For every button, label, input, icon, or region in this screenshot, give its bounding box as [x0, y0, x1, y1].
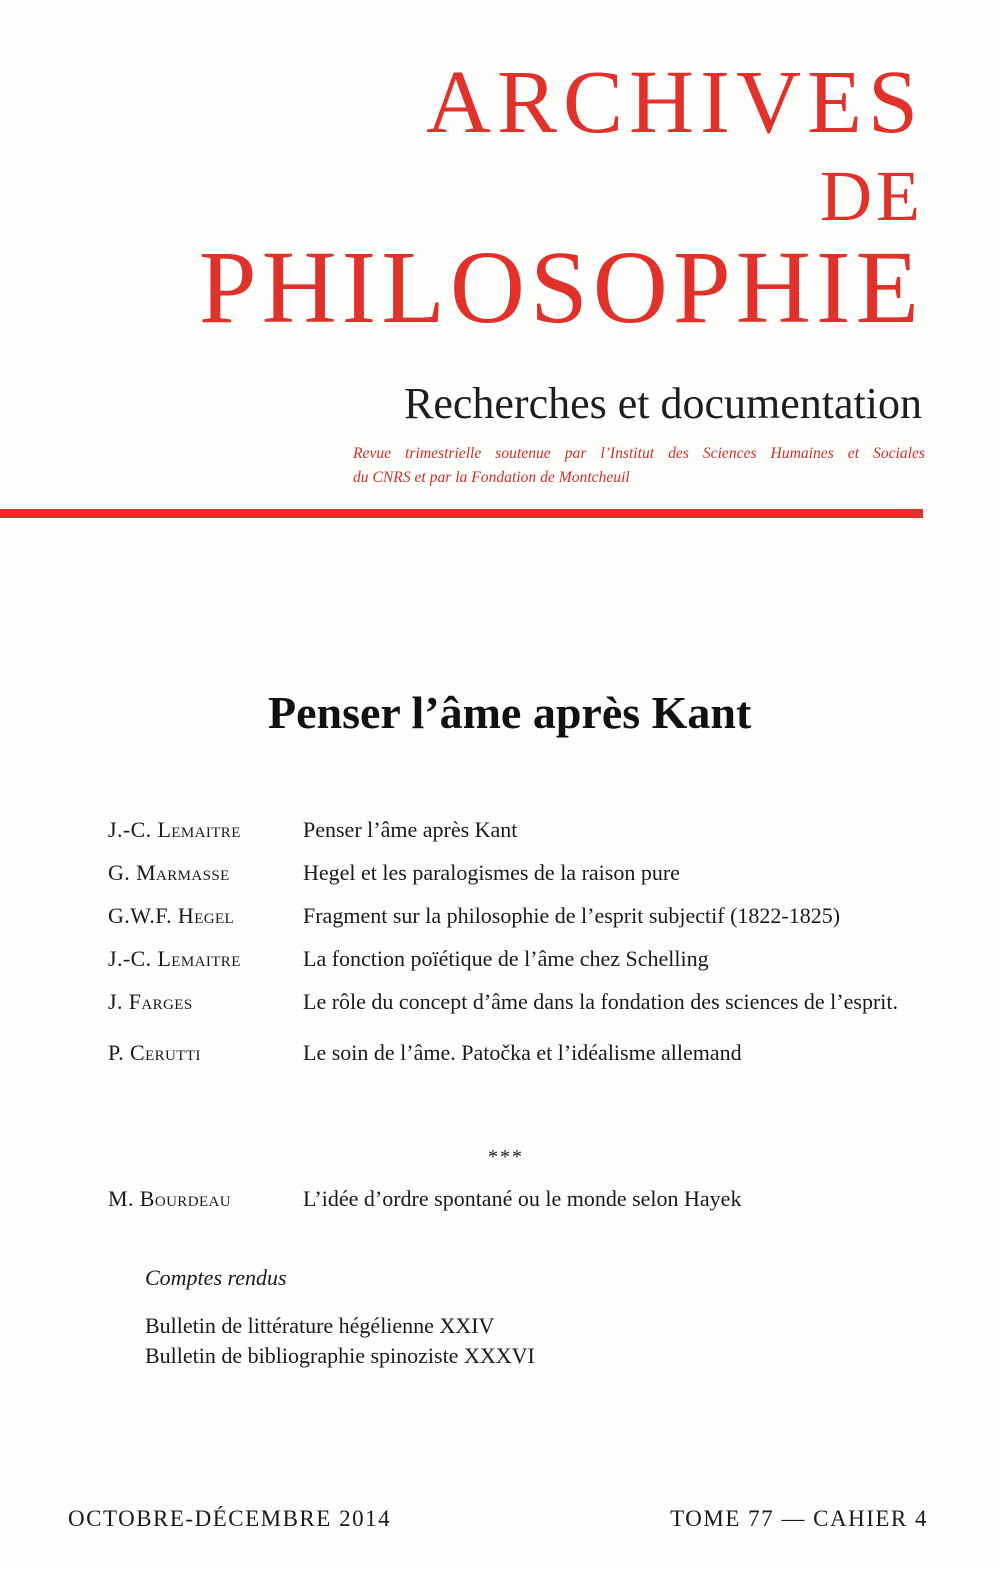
- section-separator: ***: [488, 1146, 524, 1168]
- toc-author: J.-C. Lemaitre: [108, 946, 241, 971]
- table-of-contents-extra: [108, 1185, 908, 1228]
- journal-tagline: [353, 442, 925, 490]
- toc-author: G.W.F. Hegel: [108, 903, 235, 928]
- journal-title-line-1: ARCHIVES: [425, 53, 924, 152]
- table-of-contents: [108, 816, 908, 1082]
- toc-author: M. Bourdeau: [108, 1186, 231, 1211]
- toc-title: Hegel et les paralogismes de la raison pure: [303, 860, 680, 885]
- review-item: Bulletin de littérature hégélienne XXIV: [145, 1313, 495, 1338]
- review-item: Bulletin de bibliographie spinoziste XXXVI: [145, 1343, 535, 1368]
- issue-date: OCTOBRE-DÉCEMBRE 2014: [68, 1506, 392, 1531]
- toc-title: La fonction poïétique de l’âme chez Schelling: [303, 946, 709, 971]
- toc-author: J. Farges: [108, 989, 193, 1014]
- toc-entry: [108, 859, 908, 886]
- tagline-line-2: du CNRS et par la Fondation de Montcheuil: [353, 469, 630, 486]
- toc-author: P. Cerutti: [108, 1040, 201, 1065]
- journal-title-line-3: PHILOSOPHIE: [198, 230, 924, 345]
- toc-entry: [108, 816, 908, 843]
- toc-entry: [108, 988, 908, 1015]
- toc-author: J.-C. Lemaitre: [108, 817, 241, 842]
- journal-title-line-2: DE: [820, 156, 924, 236]
- reviews-heading: Comptes rendus: [145, 1265, 287, 1290]
- divider-rule: [0, 509, 923, 518]
- toc-title: Fragment sur la philosophie de l’esprit subjectif (1822-1825): [303, 903, 841, 928]
- toc-title: Le soin de l’âme. Patočka et l’idéalisme allemand: [303, 1040, 742, 1065]
- toc-title: Le rôle du concept d’âme dans la fondation des sciences de l’esprit.: [303, 989, 898, 1014]
- reviews-section: [145, 1263, 535, 1371]
- toc-entry: [108, 1039, 908, 1066]
- toc-entry: [108, 945, 908, 972]
- toc-entry: [108, 1185, 908, 1212]
- toc-title: L’idée d’ordre spontané ou le monde selon Hayek: [303, 1186, 742, 1211]
- toc-entry: [108, 902, 908, 929]
- toc-author: G. Marmasse: [108, 860, 230, 885]
- issue-volume: TOME 77 — CAHIER 4: [670, 1506, 928, 1531]
- journal-subtitle: Recherches et documentation: [403, 379, 922, 428]
- toc-title: Penser l’âme après Kant: [303, 817, 518, 842]
- tagline-line-1: Revue trimestrielle soutenue par l’Institut des Sciences Humaines et Sociales: [353, 445, 925, 462]
- issue-title: Penser l’âme après Kant: [268, 687, 752, 738]
